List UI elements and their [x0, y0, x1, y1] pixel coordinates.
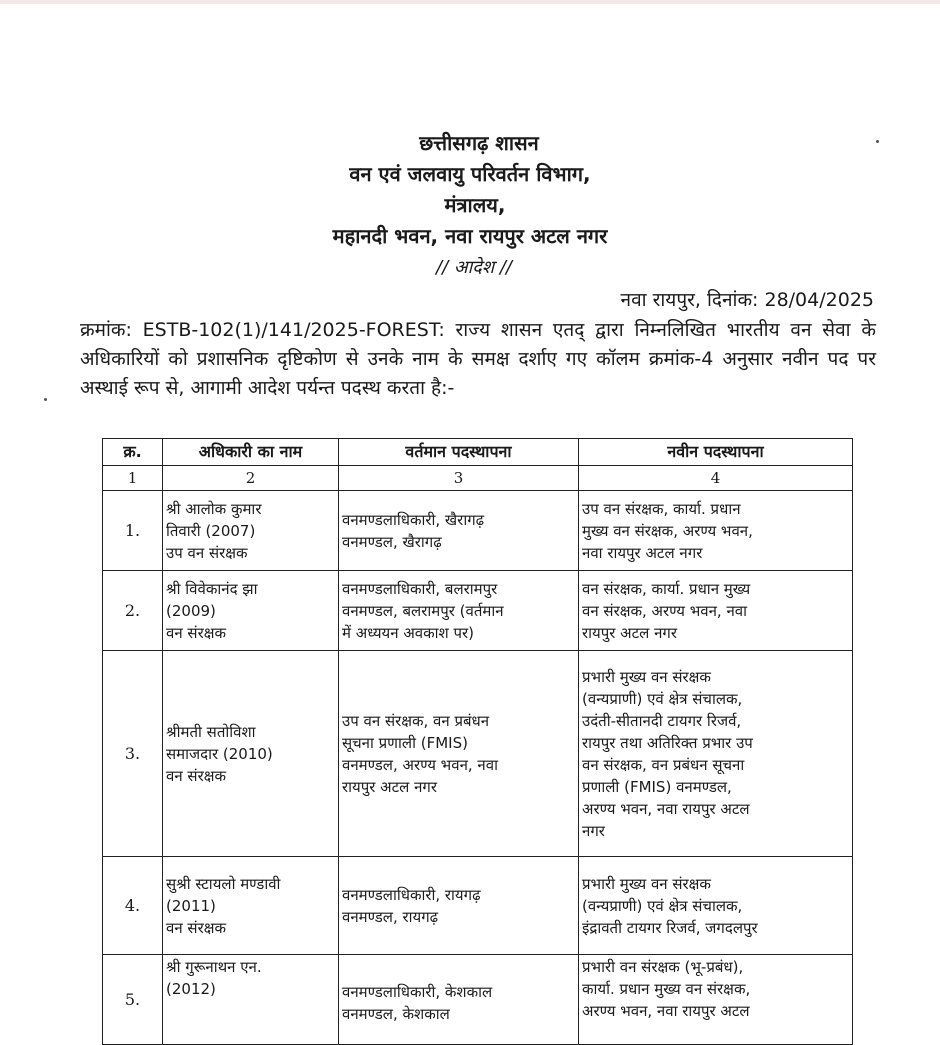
current-posting-line: में अध्ययन अवकाश पर) [342, 623, 475, 642]
officer-name-cell [163, 491, 339, 571]
officer-name-line: (2011) [166, 896, 216, 915]
new-posting-line: रायपुर अटल नगर [582, 623, 678, 642]
header-state-govt: छत्तीसगढ़ शासन [419, 131, 539, 155]
officer-name-line: श्री आलोक कुमार [166, 499, 262, 518]
new-posting-line: नवा रायपुर अटल नगर [582, 543, 703, 562]
current-posting-line: वनमण्डल, बलरामपुर (वर्तमान [342, 601, 504, 620]
officer-name-line: श्रीमती सतोविशा [166, 722, 256, 741]
officer-name-line: (2012) [166, 980, 216, 998]
new-posting-line: वन संरक्षक, कार्या. प्रधान मुख्य [582, 579, 751, 598]
order-paragraph: क्रमांक: ESTB-102(1)/141/2025-FOREST: राज्य शासन एतद् द्वारा निम्नलिखित भारतीय वन सेवा के अधिकारियों को प्रशासनिक दृष्टिकोण से उनके नाम के समक्ष दर्शाए गए कॉलम क्रमांक-4 अनुसार नवीन पद पर अस्थाई रूप से, आगामी आदेश पर्यन्त पदस्थ करता है:- [80, 319, 876, 399]
new-posting-cell [579, 857, 853, 955]
current-posting-line: वनमण्डल, रायगढ़ [342, 907, 439, 926]
current-posting-line: वनमण्डल, केशकाल [342, 1005, 450, 1023]
table-row [103, 491, 853, 571]
current-posting-line: सूचना प्रणाली (FMIS) [342, 733, 468, 752]
officer-name-line: समाजदार (2010) [166, 744, 273, 763]
table-row [103, 651, 853, 857]
new-posting-line: रायपुर तथा अतिरिक्त प्रभार उप [582, 733, 753, 752]
header-address: महानदी भवन, नवा रायपुर अटल नगर [332, 224, 608, 248]
scan-speck [44, 398, 47, 401]
document-header [0, 128, 940, 283]
row-serial: 3. [103, 651, 163, 857]
table-header-row [103, 439, 853, 466]
new-posting-line: अरण्य भवन, नवा रायपुर अटल [582, 799, 750, 818]
new-posting-line: उदंती-सीतानदी टायगर रिजर्व, [582, 711, 742, 730]
current-posting-cell [339, 491, 579, 571]
officer-name-line: श्री विवेकानंद झा [166, 579, 258, 598]
current-posting-cell [339, 955, 579, 1045]
new-posting-line: कार्या. प्रधान मुख्य वन संरक्षक, [582, 980, 751, 998]
officer-name-line: उप वन संरक्षक [166, 543, 248, 562]
current-posting-line: वनमण्डलाधिकारी, खैरागढ़ [342, 510, 485, 529]
header-serial: क्र. [103, 439, 163, 466]
current-posting-line: वनमण्डलाधिकारी, बलरामपुर [342, 579, 498, 598]
new-posting-line: इंद्रावती टायगर रिजर्व, जगदलपुर [582, 918, 758, 937]
table-row [103, 955, 853, 1045]
new-posting-line: नगर [582, 821, 605, 840]
header-current-posting: वर्तमान पदस्थापना [339, 439, 579, 466]
officer-name-line: सुश्री स्टायलो मण्डावी [166, 874, 281, 893]
row-serial: 5. [103, 955, 163, 1045]
table-row [103, 571, 853, 651]
officer-name-cell [163, 955, 339, 1045]
current-posting-line: रायपुर अटल नगर [342, 777, 438, 796]
new-posting-line: प्रणाली (FMIS) वनमण्डल, [582, 777, 732, 796]
new-posting-line: मुख्य वन संरक्षक, अरण्य भवन, [582, 521, 753, 540]
posting-table [102, 438, 853, 1045]
current-posting-cell [339, 571, 579, 651]
officer-name-line: तिवारी (2007) [166, 521, 256, 540]
officer-name-cell [163, 651, 339, 857]
column-index: 2 [163, 466, 339, 491]
officer-name-cell [163, 571, 339, 651]
header-department: वन एवं जलवायु परिवर्तन विभाग, [349, 162, 591, 186]
row-serial: 4. [103, 857, 163, 955]
header-new-posting: नवीन पदस्थापना [579, 439, 853, 466]
scan-speck [876, 140, 879, 143]
header-ministry: मंत्रालय, [444, 193, 506, 217]
officer-name-line: (2009) [166, 601, 216, 620]
new-posting-line: वन संरक्षक, अरण्य भवन, नवा [582, 601, 748, 620]
current-posting-line: वनमण्डल, अरण्य भवन, नवा [342, 755, 498, 774]
header-officer-name: अधिकारी का नाम [163, 439, 339, 466]
column-index: 3 [339, 466, 579, 491]
officer-name-cell [163, 857, 339, 955]
new-posting-cell [579, 491, 853, 571]
new-posting-line: अरण्य भवन, नवा रायपुर अटल [582, 1002, 750, 1020]
new-posting-line: प्रभारी मुख्य वन संरक्षक [582, 667, 711, 686]
new-posting-line: प्रभारी मुख्य वन संरक्षक [582, 874, 711, 893]
new-posting-line: वन संरक्षक, वन प्रबंधन सूचना [582, 755, 745, 774]
officer-name-line: श्री गुरूनाथन एन. [166, 958, 262, 976]
date-line: नवा रायपुर, दिनांक: 28/04/2025 [620, 289, 874, 311]
new-posting-cell [579, 955, 853, 1045]
current-posting-line: उप वन संरक्षक, वन प्रबंधन [342, 711, 490, 730]
current-posting-cell [339, 651, 579, 857]
current-posting-line: वनमण्डल, खैरागढ़ [342, 532, 442, 551]
new-posting-cell [579, 651, 853, 857]
row-serial: 2. [103, 571, 163, 651]
table-row [103, 857, 853, 955]
new-posting-cell [579, 571, 853, 651]
current-posting-cell [339, 857, 579, 955]
new-posting-line: (वन्यप्राणी) एवं क्षेत्र संचालक, [582, 896, 743, 915]
row-serial: 1. [103, 491, 163, 571]
column-index: 1 [103, 466, 163, 491]
current-posting-line: वनमण्डलाधिकारी, रायगढ़ [342, 885, 481, 904]
officer-name-line: वन संरक्षक [166, 766, 226, 785]
officer-name-line: वन संरक्षक [166, 918, 226, 937]
column-index: 4 [579, 466, 853, 491]
column-index-row [103, 466, 853, 491]
officer-name-line: वन संरक्षक [166, 623, 226, 642]
new-posting-line: (वन्यप्राणी) एवं क्षेत्र संचालक, [582, 689, 743, 708]
header-order-title: // आदेश // [436, 257, 512, 278]
new-posting-line: उप वन संरक्षक, कार्या. प्रधान [582, 499, 741, 518]
new-posting-line: प्रभारी वन संरक्षक (भू-प्रबंध), [582, 958, 744, 976]
top-band [0, 0, 940, 4]
current-posting-line: वनमण्डलाधिकारी, केशकाल [342, 983, 493, 1001]
